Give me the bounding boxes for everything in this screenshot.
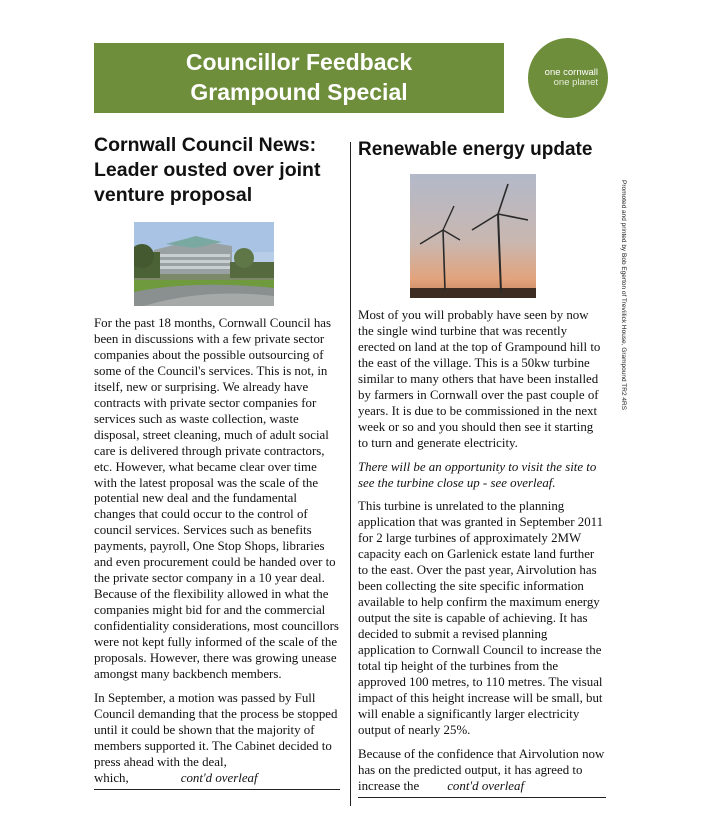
council-news-headline [94, 133, 340, 208]
contd-overleaf-left: cont'd overleaf [180, 770, 258, 785]
wind-turbines-photo [410, 174, 536, 298]
renewable-paragraph-4 [358, 747, 606, 795]
council-news-paragraph-2 [94, 691, 340, 787]
logo-line-1: one cornwall [544, 67, 598, 78]
promoter-imprint: Promoted and printed by Bob Egerton of Treviilick House, Grampound TR2 4RS [620, 180, 627, 411]
one-cornwall-logo [528, 38, 608, 118]
council-news-paragraph-2-text: In September, a motion was passed by Full Council demanding that the process be stopped until it could be shown that the majority of members supported it. The Cabinet decided to press ahead with the deal, which, [94, 690, 338, 785]
banner-title: Councillor Feedback [185, 49, 413, 75]
council-building-photo [134, 222, 274, 306]
headline-line-2: Leader ousted over joint [94, 159, 321, 181]
right-end-rule [358, 797, 606, 798]
left-column [94, 133, 340, 790]
headline-line-3: venture proposal [94, 184, 253, 206]
column-divider [350, 142, 351, 806]
contd-overleaf-right: cont'd overleaf [447, 778, 525, 793]
renewable-paragraph-1: Most of you will probably have seen by now the single wind turbine that was recently erected on land at the top of Grampound hill to the east of the village. This is a 50kw turbine similar to many others that have been installed by farmers in Cornwall over the past couple of years. It is due to be commissioned in the next week or so and you should then see it starting to turn and generate electricity. [358, 308, 601, 450]
headline-line-1: Cornwall Council News: [94, 134, 317, 156]
banner-subtitle: Grampound Special [190, 79, 408, 105]
renewable-visit-note: There will be an opportunity to visit the site to see the turbine close up - see overleaf. [358, 459, 597, 490]
renewable-paragraph-3: This turbine is unrelated to the planning application that was granted in September 2011 for 2 large turbines of approximately 2MW capacity each on Garlenick estate land further to the east. Over the past year, Airvolution has been collecting the site specific information available to help confirm the maximum energy output the site is capable of achieving. It has decided to submit a revised planning application to Cornwall Council to increase the total tip height of the turbines from the approved 100 metres, to 110 metres. The visual impact of this height increase will be small, but will enable a significantly larger electricity output of nearly 25%. [358, 499, 604, 737]
renewable-paragraph-4-text: Because of the confidence that Airvolution now has on the predicted output, it has agreed to increase the [358, 746, 605, 793]
left-end-rule [94, 789, 340, 790]
newsletter-banner [94, 43, 504, 113]
logo-line-2: one planet [553, 77, 598, 88]
renewable-energy-headline: Renewable energy update [358, 139, 593, 160]
right-column [358, 133, 606, 798]
council-news-paragraph-1: For the past 18 months, Cornwall Council has been in discussions with a few private sector companies about the possible outsourcing of some of the Council's services. This is not, in itself, new or surprising. We already have contracts with private sector companies for services such as waste collection, waste disposal, street cleaning, much of adult social care is delivered through private contractors, etc. However, what became clear over time with the latest proposal was the scale of the potential new deal and the fundamental changes that could occur to the control of council services. Services such as benefits payments, payroll, One Stop Shops, libraries and even procurement could be handed over to the private sector company in a 10 year deal. Because of the flexibility allowed in what the companies might bid for and the commercial confidentiality considerations, most councillors were not kept fully informed of the scale of the proposals. However, there was growing unease amongst many backbench members. [94, 316, 339, 681]
